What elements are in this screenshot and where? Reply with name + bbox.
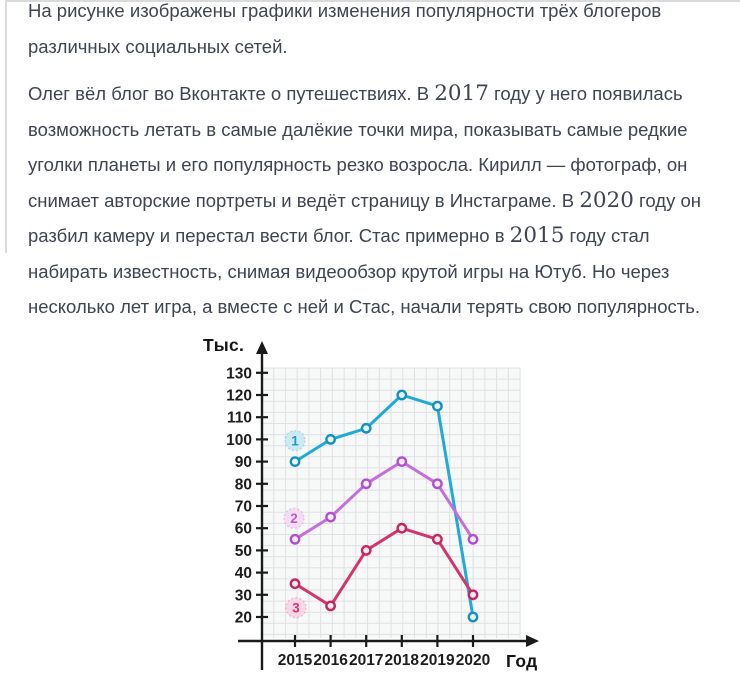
year-number: 2017 xyxy=(434,81,489,106)
y-tick-label: 50 xyxy=(234,542,252,560)
x-tick-label: 2020 xyxy=(455,652,491,669)
text-segment: году он разбил камеру и перестал вести блог. Стас примерно в xyxy=(28,189,701,246)
series-2-point xyxy=(326,513,334,521)
y-tick-label: 20 xyxy=(234,609,252,627)
series-1-badge xyxy=(285,431,305,451)
y-tick-label: 80 xyxy=(234,476,252,494)
y-tick-label: 120 xyxy=(226,387,252,405)
series-2-point xyxy=(469,535,477,543)
text-segment: году у него появилась возможность летать в самые далёкие точки мира, показывать самые редкие уголки планеты и его популярность резко возросла. Кирилл — фотограф, он снимает авторские портреты и ведёт страницу в Инстаграме. В xyxy=(28,83,688,211)
series-2-point xyxy=(291,535,299,543)
badge-number: 3 xyxy=(292,600,300,616)
badge-number: 1 xyxy=(291,433,299,449)
series-3-point xyxy=(433,535,441,543)
year-number: 2020 xyxy=(579,187,634,213)
series-2-point xyxy=(362,480,370,488)
series-3-point xyxy=(362,546,370,554)
y-tick-label: 110 xyxy=(226,409,252,427)
y-axis-title: Тыс. xyxy=(203,335,245,355)
series-1-point xyxy=(362,424,370,432)
y-tick-label: 30 xyxy=(234,587,252,605)
series-1-point xyxy=(433,402,441,410)
y-tick-label: 60 xyxy=(234,520,252,538)
left-edge-divider xyxy=(5,0,7,253)
badge-number: 2 xyxy=(290,511,298,527)
popularity-line-chart xyxy=(195,330,547,698)
y-axis-arrow xyxy=(256,341,268,354)
series-3-point xyxy=(326,602,334,610)
series-1-point xyxy=(469,613,477,621)
problem-text xyxy=(28,0,728,337)
x-tick-label: 2016 xyxy=(313,652,348,669)
y-tick-label: 40 xyxy=(234,565,252,583)
series-2-point xyxy=(398,457,406,465)
series-3-point xyxy=(469,591,477,599)
text-segment: Олег вёл блог во Вконтакте о путешествиях. В xyxy=(28,83,435,104)
x-axis-arrow xyxy=(526,635,539,647)
x-tick-label: 2018 xyxy=(384,652,420,669)
text-segment: На рисунке изображены графики изменения популярности трёх блогеров различных социальных сетей. xyxy=(28,0,662,57)
chart-canvas xyxy=(195,330,547,698)
problem-intro-paragraph xyxy=(28,0,728,64)
series-3-point xyxy=(291,580,299,588)
x-axis-title: Год xyxy=(506,651,538,671)
series-3-badge xyxy=(286,598,306,618)
year-number: 2015 xyxy=(509,223,565,248)
series-1-point xyxy=(398,391,406,399)
series-3-point xyxy=(398,524,406,532)
x-tick-label: 2017 xyxy=(348,652,384,669)
series-2-point xyxy=(433,480,441,488)
problem-description-paragraph xyxy=(28,76,728,325)
text-segment: году стал набирать известность, снимая видеообзор крутой игры на Ютуб. Но через несколько лет игра, а вместе с ней и Стас, начали терять свою популярность. xyxy=(28,225,701,317)
y-tick-label: 130 xyxy=(226,365,252,383)
series-1-point xyxy=(326,435,334,443)
series-2-badge xyxy=(284,508,304,528)
y-tick-label: 70 xyxy=(234,498,252,516)
y-tick-label: 90 xyxy=(234,454,252,472)
series-1-point xyxy=(291,457,299,465)
x-tick-label: 2015 xyxy=(277,652,313,669)
x-tick-label: 2019 xyxy=(420,652,455,669)
grid xyxy=(262,368,520,638)
y-tick-label: 100 xyxy=(226,431,252,449)
